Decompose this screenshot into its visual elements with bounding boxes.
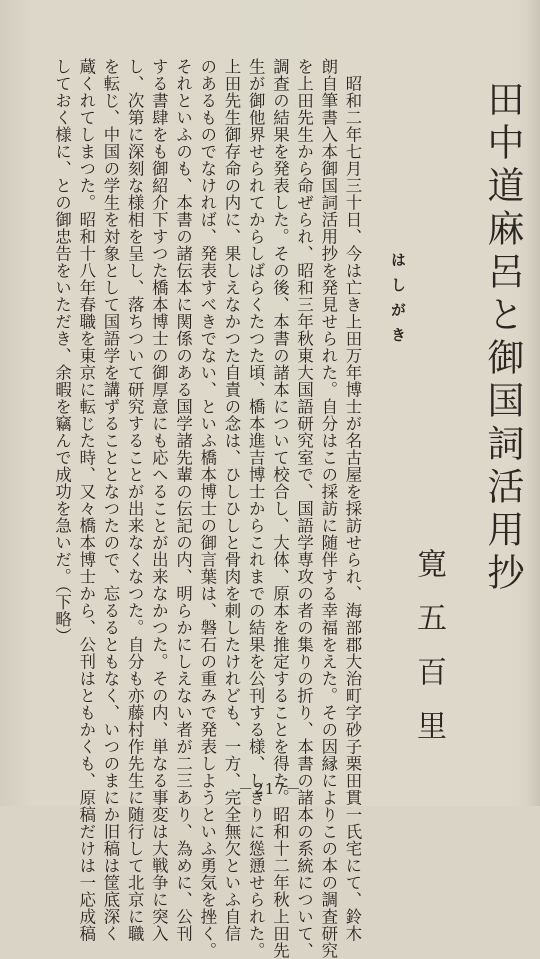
article-title: 田中道麻呂と御国詞活用抄 (481, 80, 524, 596)
text-line: しておく様に、との御忠告をいただき、余暇を竊んで成功を急いだ。（下略） (52, 58, 72, 645)
text-line: を上田先生から命ぜられ、昭和三年秋東大国語研究室で、国語学専攻の者の集りの折り、本書の諸本の系統について、 (294, 58, 314, 959)
section-heading: はしがき (389, 252, 407, 352)
text-line: 昭和二年七月三十日、今は亡き上田万年博士が名古屋を採訪せられ、海部郡大治町字砂子栗田貫一氏宅にて、鈴木 (343, 58, 362, 942)
text-line: 蔵くれてしまつた。昭和十八年春職を東京に転じた時、又々橋本博士から、公刊はともかくも、原稿だけは一応成稿 (76, 58, 96, 942)
text-line: のあるものでなければ、発表すべきでない、といふ橋本博士の御言葉は、磐石の重みで発表しようといふ勇気を挫く。 (197, 58, 217, 959)
page-edge-shadow (526, 0, 540, 806)
text-line: それといふのも、本書の諸伝本に関係のある国学諸先輩の伝記の内、明らかにしえない者が二三あり、為めに、公刊 (173, 58, 193, 942)
page-number: －217－ (238, 780, 302, 798)
text-line: を転じ、中国の学生を対象として国語学を講ずることとなつたので、忘るるともなく、いつのまにか旧稿は筐底深く (100, 58, 120, 942)
author-name: 寛五百里 (411, 548, 446, 764)
text-line: し、次第に深刻な様相を呈し、落ちついて研究することが出来なくなつた。自分も亦藤村作先生に随行して北京に職 (125, 58, 145, 942)
text-line: する書肆をも御紹介下すつた橋本博士の御厚意にも応へることが出来なかつた。その内、単なる事変は大戦争に突入 (149, 58, 169, 942)
text-line: 生が御他界せられてからしばらくたつた頃、橋本進吉博士からこれまでの結果を公刊する様、しきりに慫慂せられた。 (246, 58, 266, 959)
text-line: 上田先生御存命の内に、果しえなかつた自責の念は、ひしひしと骨肉を刺したけれども、一方、完全無欠といふ自信 (221, 58, 241, 942)
text-line: 調査の結果を発表した。その後、本書の諸本について校合し、大体、原本を推定することを得た。昭和十二年秋上田先 (270, 58, 290, 959)
text-line: 朗自筆書入本御国詞活用抄を発見せられた。自分はこの採訪に随伴する幸福をえた。その因縁によりこの本の調査研究 (318, 58, 338, 959)
